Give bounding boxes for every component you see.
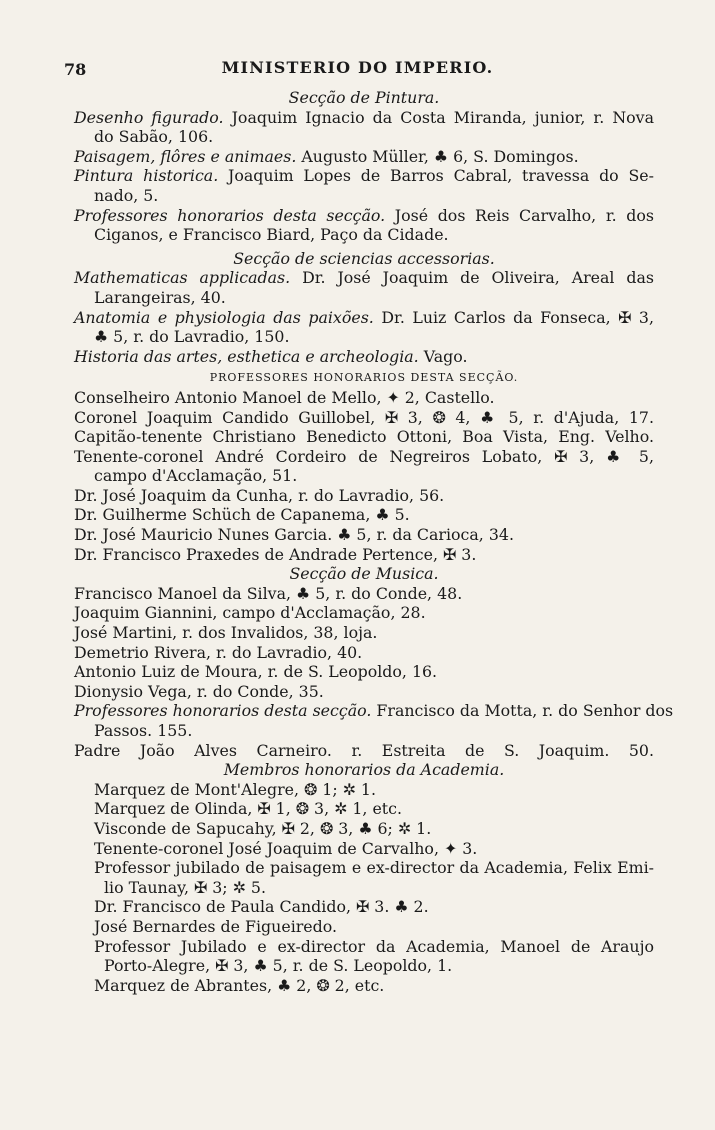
page-number: 78 <box>64 60 87 79</box>
entry-label: Historia das artes, esthetica e archeologia. <box>74 346 419 366</box>
musica-entry: Demetrio Rivera, r. do Lavradio, 40. <box>74 642 363 662</box>
section-title-membros: Membros honorarios da Academia. <box>223 760 505 780</box>
membro-continuation: Porto-Alegre, ✠ 3, ♣ 5, r. de S. Leopoldo, 1. <box>104 956 453 976</box>
entry-text: Joaquim Lopes de Barros Cabral, travessa do Se- <box>218 166 654 186</box>
membro-entry: Professor jubilado de paisagem e ex-director da Academia, Felix Emi- <box>94 858 654 878</box>
entry-line <box>74 308 654 328</box>
entry-line <box>74 108 654 128</box>
honorary-entry: Tenente-coronel André Cordeiro de Negreiros Lobato, ✠ 3, ♣ 5, <box>74 446 654 466</box>
honorary-entry: Capitão-tenente Christiano Benedicto Ottoni, Boa Vista, Eng. Velho. <box>74 427 654 447</box>
honorary-entry: Coronel Joaquim Candido Guillobel, ✠ 3, ❂ 4, ♣ 5, r. d'Ajuda, 17. <box>74 407 654 427</box>
honorary-continuation: campo d'Acclamação, 51. <box>94 466 298 486</box>
entry-label: Mathematicas applicadas. <box>74 268 291 288</box>
membro-entry: Marquez de Abrantes, ♣ 2, ❂ 2, etc. <box>94 975 385 995</box>
membro-entry: Visconde de Sapucahy, ✠ 2, ❂ 3, ♣ 6; ✲ 1. <box>94 818 432 838</box>
membro-entry: Dr. Francisco de Paula Candido, ✠ 3. ♣ 2. <box>94 897 429 917</box>
entry-text: Vago. <box>418 346 468 366</box>
entry-line <box>74 347 654 367</box>
entry-continuation: ♣ 5, r. do Lavradio, 150. <box>94 327 290 347</box>
entry-text: José dos Reis Carvalho, r. dos <box>385 205 654 225</box>
entry-label: Professores honorarios desta secção. <box>74 701 372 721</box>
membro-entry: Professor Jubilado e ex-director da Academia, Manoel de Araujo <box>94 936 654 956</box>
musica-entry: Antonio Luiz de Moura, r. de S. Leopoldo, 16. <box>74 662 438 682</box>
membro-continuation: lio Taunay, ✠ 3; ✲ 5. <box>104 877 266 897</box>
entry-continuation: Ciganos, e Francisco Biard, Paço da Cidade. <box>94 225 449 245</box>
entry-line <box>74 268 654 288</box>
entry-line <box>74 147 654 167</box>
musica-entry: Joaquim Giannini, campo d'Acclamação, 28. <box>74 603 426 623</box>
page-content <box>74 88 674 995</box>
honorary-entry: Dr. José Mauricio Nunes Garcia. ♣ 5, r. da Carioca, 34. <box>74 525 514 545</box>
section-title-musica: Secção de Musica. <box>289 564 439 584</box>
entry-line <box>74 166 654 186</box>
membro-entry: Marquez de Mont'Alegre, ❂ 1; ✲ 1. <box>94 779 376 799</box>
entry-continuation: do Sabão, 106. <box>94 127 214 147</box>
entry-text: Dr. José Joaquim de Oliveira, Areal das <box>290 268 654 288</box>
entry-continuation: Larangeiras, 40. <box>94 287 226 307</box>
entry-label: Paisagem, flôres e animaes. <box>74 146 297 166</box>
musica-entry: José Martini, r. dos Invalidos, 38, loja. <box>74 623 378 643</box>
musica-honorary-continuation: Passos. 155. <box>94 721 193 740</box>
entry-continuation: nado, 5. <box>94 185 159 205</box>
musica-honorary <box>74 701 674 721</box>
section-title-pintura: Secção de Pintura. <box>288 88 440 107</box>
honorary-entry: Conselheiro Antonio Manoel de Mello, ✦ 2, Castello. <box>74 387 495 407</box>
musica-entry: Dionysio Vega, r. do Conde, 35. <box>74 681 324 701</box>
section-title-sciencias: Secção de sciencias accessorias. <box>233 248 495 268</box>
membro-entry: José Bernardes de Figueiredo. <box>94 916 338 936</box>
entry-line <box>74 206 654 226</box>
honorary-entry: Dr. José Joaquim da Cunha, r. do Lavradio, 56. <box>74 485 445 505</box>
entry-text: Augusto Müller, ♣ 6, S. Domingos. <box>296 146 579 166</box>
honorary-entry: Dr. Guilherme Schüch de Capanema, ♣ 5. <box>74 505 410 525</box>
membro-entry: Tenente-coronel José Joaquim de Carvalho, ✦ 3. <box>94 838 478 858</box>
musica-entry: Padre João Alves Carneiro. r. Estreita de S. Joaquim. 50. <box>74 740 654 760</box>
entry-label: Anatomia e physiologia das paixões. <box>74 307 374 327</box>
honorary-title: PROFESSORES HONORARIOS DESTA SECÇÃO. <box>209 371 519 385</box>
entry-label: Pintura historica. <box>74 166 219 186</box>
entry-label: Desenho figurado. <box>74 107 224 127</box>
entry-text: Dr. Luiz Carlos da Fonseca, ✠ 3, <box>373 307 654 327</box>
honorary-entry: Dr. Francisco Praxedes de Andrade Pertence, ✠ 3. <box>74 544 477 564</box>
entry-text: Joaquim Ignacio da Costa Miranda, junior, r. Nova <box>223 107 654 127</box>
entry-text: Francisco da Motta, r. do Senhor dos <box>371 701 674 721</box>
entry-label: Professores honorarios desta secção. <box>74 205 386 225</box>
membro-entry: Marquez de Olinda, ✠ 1, ❂ 3, ✲ 1, etc. <box>94 799 403 819</box>
running-title: MINISTERIO DO IMPERIO. <box>221 58 494 77</box>
musica-entry: Francisco Manoel da Silva, ♣ 5, r. do Conde, 48. <box>74 583 463 603</box>
page-header <box>0 58 715 84</box>
